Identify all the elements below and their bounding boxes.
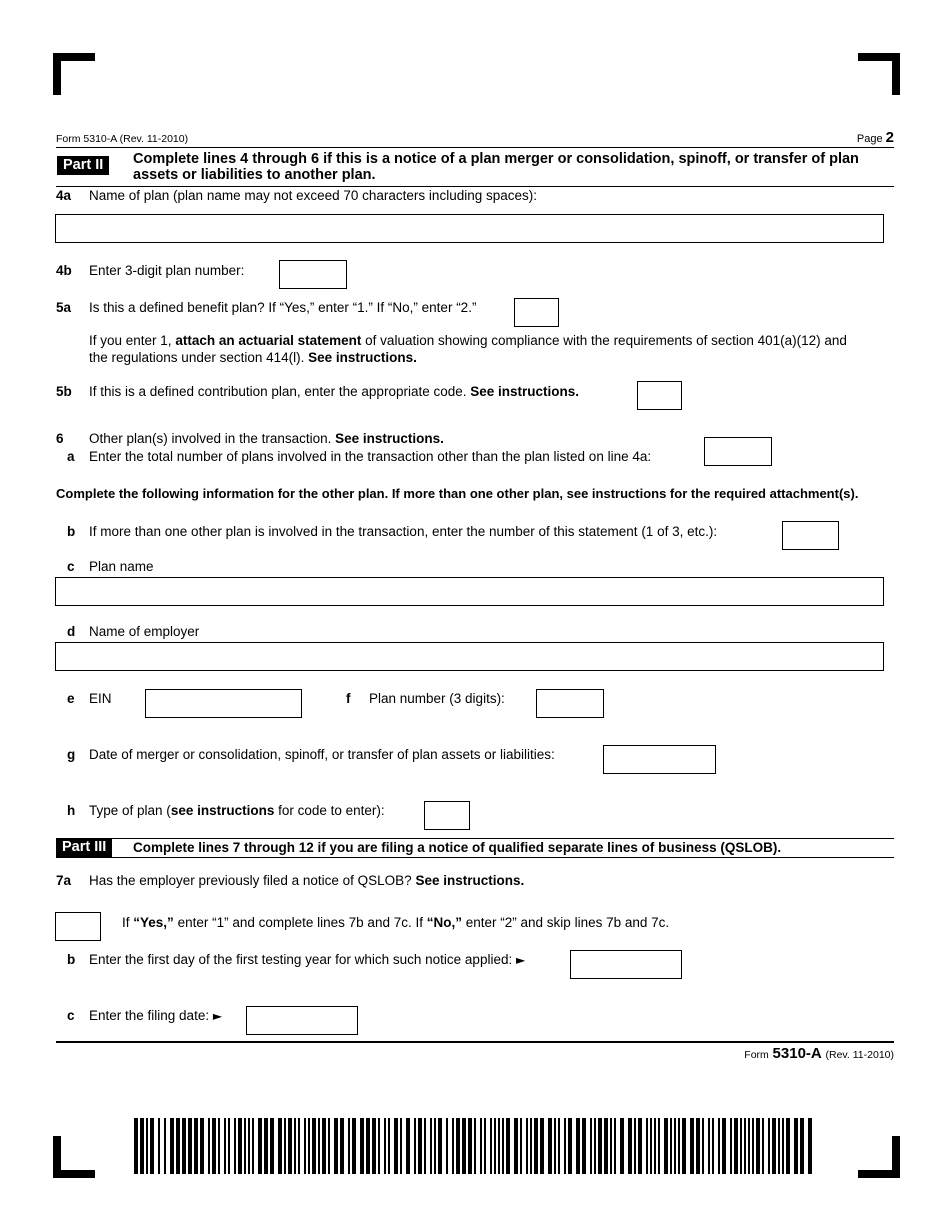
barcode-bar: [696, 1118, 700, 1174]
barcode-bar: [146, 1118, 148, 1174]
barcode-bar: [164, 1118, 166, 1174]
barcode-bar: [610, 1118, 612, 1174]
barcode-bar: [378, 1118, 380, 1174]
barcode-bar: [506, 1118, 510, 1174]
page-num: 2: [885, 129, 894, 146]
line-7a-number: 7a: [56, 873, 72, 888]
plan-number-field[interactable]: [279, 260, 347, 289]
arrow-icon: ►: [515, 953, 526, 967]
first-testing-year-field[interactable]: [570, 950, 682, 979]
barcode-bar: [212, 1118, 216, 1174]
barcode-bar: [712, 1118, 714, 1174]
form-revision-header: Form 5310-A (Rev. 11-2010): [56, 133, 189, 145]
line-7b-letter: b: [67, 952, 76, 967]
line-4a-label: Name of plan (plan name may not exceed 70 characters including spaces):: [89, 188, 537, 203]
line-4b-number: 4b: [56, 263, 72, 278]
defined-contribution-code-field[interactable]: [637, 381, 682, 410]
barcode-bar: [322, 1118, 326, 1174]
barcode-bar: [248, 1118, 250, 1174]
barcode-bar: [318, 1118, 320, 1174]
barcode-bar: [288, 1118, 292, 1174]
barcode-bar: [576, 1118, 580, 1174]
barcode-bar: [490, 1118, 492, 1174]
barcode-bar: [234, 1118, 236, 1174]
barcode-bar: [244, 1118, 246, 1174]
barcode-bar: [598, 1118, 602, 1174]
line-6h-label: Type of plan (see instructions for code to enter):: [89, 803, 385, 818]
plan-name-field[interactable]: [55, 214, 884, 243]
barcode-bar: [224, 1118, 226, 1174]
line-4a-number: 4a: [56, 188, 72, 203]
barcode-bar: [558, 1118, 560, 1174]
barcode-bar: [348, 1118, 350, 1174]
line-5a-note: If you enter 1, attach an actuarial statement of valuation showing compliance with the requirements of section 401(a)(12) and: [89, 333, 847, 348]
barcode-bar: [498, 1118, 500, 1174]
barcode-bar: [808, 1118, 812, 1174]
line-7a-label: Has the employer previously filed a notice of QSLOB? See instructions.: [89, 873, 525, 888]
barcode-bar: [372, 1118, 376, 1174]
barcode-bar: [554, 1118, 556, 1174]
barcode-bar: [188, 1118, 192, 1174]
line-4b-label: Enter 3-digit plan number:: [89, 263, 245, 278]
barcode-bar: [194, 1118, 198, 1174]
barcode-bar: [614, 1118, 616, 1174]
barcode-bar: [208, 1118, 210, 1174]
barcode-bar: [658, 1118, 660, 1174]
barcode-bar: [638, 1118, 642, 1174]
line-6c-label: Plan name: [89, 559, 154, 574]
barcode-bar: [158, 1118, 160, 1174]
barcode-bar: [430, 1118, 432, 1174]
barcode-bar: [682, 1118, 686, 1174]
barcode-bar: [264, 1118, 268, 1174]
barcode-bar: [228, 1118, 230, 1174]
barcode-bar: [768, 1118, 770, 1174]
barcode-bar: [414, 1118, 416, 1174]
barcode-bar: [730, 1118, 732, 1174]
barcode-bar: [304, 1118, 306, 1174]
barcode-bar: [564, 1118, 566, 1174]
barcode-bar: [702, 1118, 704, 1174]
barcode-bar: [484, 1118, 486, 1174]
page-label: Page: [856, 133, 883, 145]
barcode-bar: [366, 1118, 370, 1174]
barcode-bar: [786, 1118, 790, 1174]
barcode-bar: [514, 1118, 518, 1174]
barcode-bar: [650, 1118, 652, 1174]
statement-number-field[interactable]: [782, 521, 839, 550]
barcode-bar: [540, 1118, 544, 1174]
barcode-bar: [594, 1118, 596, 1174]
line-6h-letter: h: [67, 803, 76, 818]
barcode-bar: [312, 1118, 316, 1174]
line-7a-yes-no-instruction: If “Yes,” enter “1” and complete lines 7b and 7c. If “No,” enter “2” and skip lines 7b and 7c.: [122, 915, 670, 930]
ein-field[interactable]: [145, 689, 302, 718]
barcode-bar: [150, 1118, 154, 1174]
line-6d-label: Name of employer: [89, 624, 200, 639]
line-6d-letter: d: [67, 624, 76, 639]
line-6a-label: Enter the total number of plans involved in the transaction other than the plan listed on line 4a:: [89, 449, 652, 464]
line-6f-label: Plan number (3 digits):: [369, 691, 505, 706]
plan-type-code-field[interactable]: [424, 801, 470, 830]
barcode-bar: [634, 1118, 636, 1174]
barcode-bar: [526, 1118, 528, 1174]
barcode-bar: [134, 1118, 138, 1174]
footer-form-number: 5310-A: [772, 1045, 822, 1062]
barcode-bar: [678, 1118, 680, 1174]
barcode-bar: [360, 1118, 364, 1174]
crop-mark-top-right: [892, 53, 900, 95]
part-iii-title: Complete lines 7 through 12 if you are filing a notice of qualified separate lines of business (QSLOB).: [133, 840, 782, 855]
barcode-bar: [340, 1118, 344, 1174]
barcode-bar: [744, 1118, 746, 1174]
barcode-bar: [328, 1118, 330, 1174]
line-6e-label: EIN: [89, 691, 112, 706]
barcode-bar: [520, 1118, 522, 1174]
barcode-bar: [452, 1118, 454, 1174]
other-plan-name-field[interactable]: [55, 577, 884, 606]
barcode-bar: [308, 1118, 310, 1174]
line-6c-letter: c: [67, 559, 75, 574]
barcode-bar: [298, 1118, 300, 1174]
barcode-bar: [456, 1118, 460, 1174]
barcode-bar: [582, 1118, 586, 1174]
crop-mark-bottom-left: [53, 1136, 61, 1178]
part-iii-tag: Part III: [56, 838, 112, 857]
barcode-bar: [800, 1118, 804, 1174]
line-5b-number: 5b: [56, 384, 72, 399]
barcode-bar: [530, 1118, 532, 1174]
line-5a-note-2: the regulations under section 414(l). See instructions.: [89, 350, 417, 365]
part-ii-tag: Part II: [57, 156, 109, 175]
barcode-bar: [176, 1118, 180, 1174]
crop-mark-bottom-right: [892, 1136, 900, 1178]
line-5a-number: 5a: [56, 300, 72, 315]
barcode-bar: [794, 1118, 798, 1174]
line-6e-letter: e: [67, 691, 75, 706]
crop-mark-top-left: [53, 53, 61, 95]
barcode-bar: [388, 1118, 390, 1174]
page-number: [857, 129, 894, 146]
barcode-image: [134, 1118, 812, 1174]
barcode-bar: [258, 1118, 262, 1174]
barcode-bar: [722, 1118, 726, 1174]
barcode-bar: [752, 1118, 754, 1174]
barcode-bar: [762, 1118, 764, 1174]
barcode-bar: [534, 1118, 538, 1174]
barcode-bar: [278, 1118, 282, 1174]
barcode-bar: [418, 1118, 422, 1174]
line-7b-label: Enter the first day of the first testing year for which such notice applied: ►: [89, 952, 526, 967]
barcode-bar: [200, 1118, 204, 1174]
barcode-bar: [182, 1118, 186, 1174]
barcode-bar: [446, 1118, 448, 1174]
barcode-bar: [604, 1118, 608, 1174]
barcode-bar: [748, 1118, 750, 1174]
part-iii-top-rule: [56, 838, 894, 839]
barcode-bar: [772, 1118, 776, 1174]
line-7c-label: Enter the filing date: ►: [89, 1008, 223, 1023]
barcode-bar: [718, 1118, 720, 1174]
line-6a-letter: a: [67, 449, 75, 464]
barcode-bar: [270, 1118, 274, 1174]
barcode-bar: [294, 1118, 296, 1174]
merger-date-field[interactable]: [603, 745, 716, 774]
barcode-bar: [782, 1118, 784, 1174]
line-6b-label: If more than one other plan is involved in the transaction, enter the number of this statement (1 of 3, etc.):: [89, 524, 718, 539]
barcode-bar: [664, 1118, 668, 1174]
barcode-bar: [406, 1118, 410, 1174]
barcode-bar: [334, 1118, 338, 1174]
barcode-bar: [568, 1118, 572, 1174]
qslob-previous-notice-field[interactable]: [55, 912, 101, 941]
barcode-bar: [646, 1118, 648, 1174]
barcode-bar: [252, 1118, 254, 1174]
line-7c-letter: c: [67, 1008, 75, 1023]
part-iii-rule: [56, 857, 894, 858]
barcode-bar: [548, 1118, 552, 1174]
defined-benefit-field[interactable]: [514, 298, 559, 327]
barcode-bar: [474, 1118, 476, 1174]
line-6f-letter: f: [346, 691, 351, 706]
line-5b-label: If this is a defined contribution plan, enter the appropriate code. See instructions.: [89, 384, 580, 399]
barcode-bar: [674, 1118, 676, 1174]
line-6g-letter: g: [67, 747, 76, 762]
barcode-bar: [708, 1118, 710, 1174]
barcode-bar: [690, 1118, 694, 1174]
barcode-bar: [170, 1118, 174, 1174]
barcode-bar: [590, 1118, 592, 1174]
line-6-label: Other plan(s) involved in the transaction. See instructions.: [89, 431, 444, 446]
barcode-bar: [756, 1118, 760, 1174]
footer-form-id: Form 5310-A (Rev. 11-2010): [744, 1045, 894, 1062]
header-rule: [56, 147, 894, 148]
barcode-bar: [620, 1118, 624, 1174]
barcode-bar: [734, 1118, 738, 1174]
barcode-bar: [654, 1118, 656, 1174]
other-plan-instruction: Complete the following information for the other plan. If more than one other plan, see instructions for the required attachment(s).: [56, 486, 859, 501]
arrow-icon: ►: [212, 1009, 223, 1023]
part-ii-title: Complete lines 4 through 6 if this is a notice of a plan merger or consolidation, spinoff, or transfer of plan assets or liabilities to another plan.: [133, 151, 859, 183]
barcode-bar: [140, 1118, 144, 1174]
barcode-bar: [670, 1118, 672, 1174]
barcode-bar: [352, 1118, 356, 1174]
line-5a-label: Is this a defined benefit plan? If “Yes,” enter “1.” If “No,” enter “2.”: [89, 300, 477, 315]
barcode-bar: [438, 1118, 442, 1174]
other-plans-count-field[interactable]: [704, 437, 772, 466]
barcode-bar: [384, 1118, 386, 1174]
barcode-bar: [480, 1118, 482, 1174]
footer-rule: [56, 1041, 894, 1043]
barcode-bar: [238, 1118, 242, 1174]
barcode-bar: [434, 1118, 436, 1174]
barcode-bar: [394, 1118, 398, 1174]
barcode-bar: [218, 1118, 220, 1174]
barcode-bar: [494, 1118, 496, 1174]
barcode-bar: [740, 1118, 742, 1174]
employer-name-field[interactable]: [55, 642, 884, 671]
line-6g-label: Date of merger or consolidation, spinoff, or transfer of plan assets or liabilities:: [89, 747, 555, 762]
barcode-bar: [502, 1118, 504, 1174]
barcode-bar: [778, 1118, 780, 1174]
barcode-bar: [468, 1118, 472, 1174]
barcode-bar: [628, 1118, 632, 1174]
barcode-bar: [424, 1118, 426, 1174]
line-6-number: 6: [56, 431, 64, 446]
barcode-bar: [462, 1118, 466, 1174]
barcode-bar: [400, 1118, 402, 1174]
other-plan-number-field[interactable]: [536, 689, 604, 718]
line-6b-letter: b: [67, 524, 76, 539]
filing-date-field[interactable]: [246, 1006, 358, 1035]
barcode-bar: [284, 1118, 286, 1174]
